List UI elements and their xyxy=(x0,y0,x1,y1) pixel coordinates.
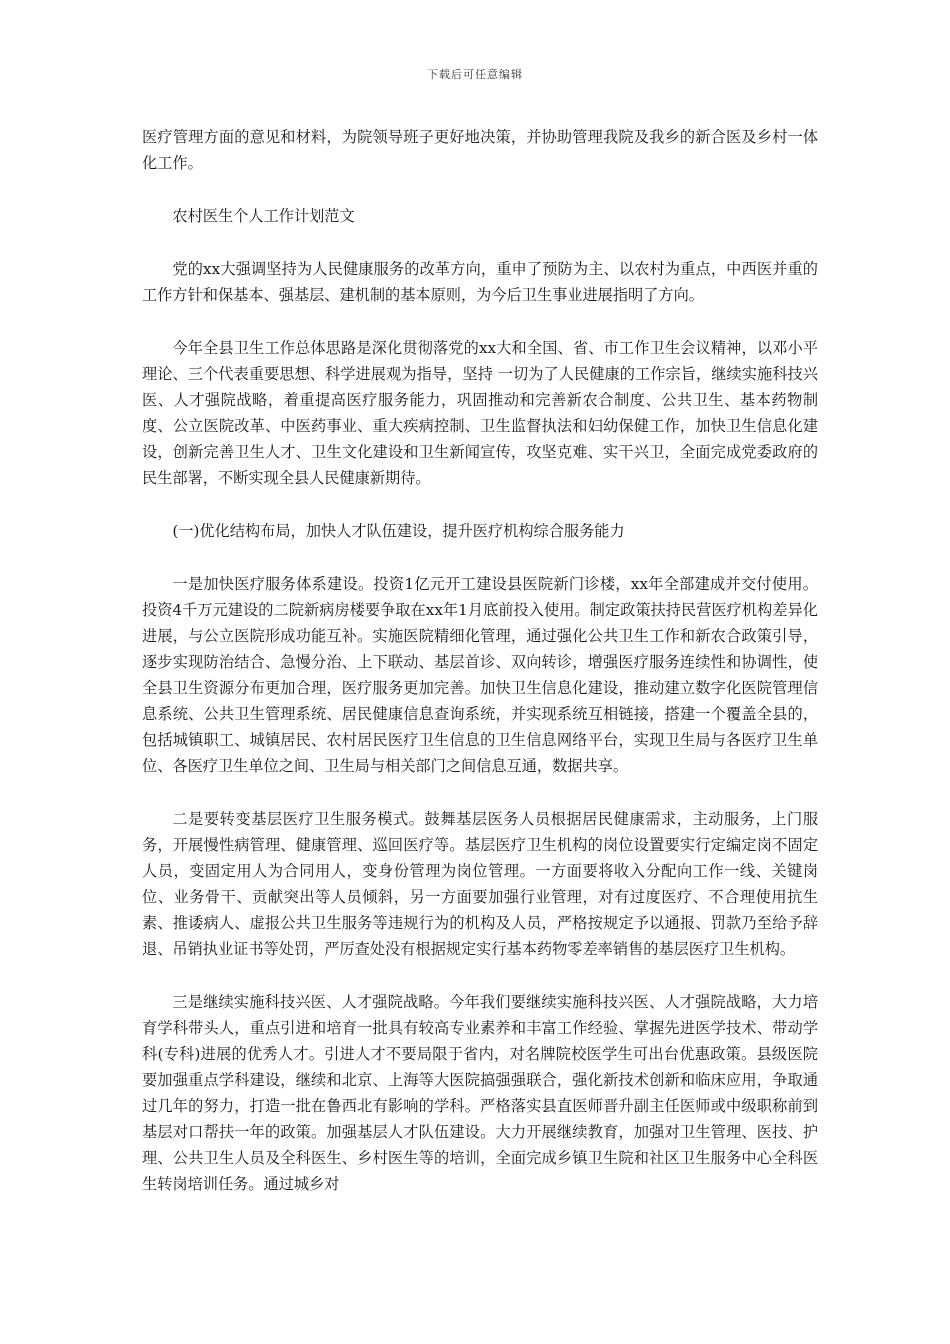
paragraph-continuation: 医疗管理方面的意见和材料，为院领导班子更好地决策，并协助管理我院及我乡的新合医及乡村一体化工作。 xyxy=(142,128,818,172)
subsection-heading: (一)优化结构布局，加快人才队伍建设，提升医疗机构综合服务能力 xyxy=(172,522,625,540)
page-header: 下载后可任意编辑 xyxy=(427,68,523,81)
document-body xyxy=(142,124,818,1224)
paragraph: 党的xx大强调坚持为人民健康服务的改革方向，重申了预防为主、以农村为重点，中西医并重的工作方针和保基本、强基层、建机制的基本原则，为今后卫生事业进展指明了方向。 xyxy=(142,260,818,304)
paragraph: 一是加快医疗服务体系建设。投资1亿元开工建设县医院新门诊楼，xx年全部建成并交付使用。投资4千万元建设的二院新病房楼要争取在xx年1月底前投入使用。制定政策扶持民营医疗机构差异化进展，与公立医院形成功能互补。实施医院精细化管理，通过强化公共卫生工作和新农合政策引导，逐步实现防治结合、急慢分治、上下联动、基层首诊、双向转诊，增强医疗服务连续性和协调性，使全县卫生资源分布更加合理，医疗服务更加完善。加快卫生信息化建设，推动建立数字化医院管理信息系统、公共卫生管理系统、居民健康信息查询系统，并实现系统互相链接，搭建一个覆盖全县的，包括城镇职工、城镇居民、农村居民医疗卫生信息的卫生信息网络平台，实现卫生局与各医疗卫生单位、各医疗卫生单位之间、卫生局与相关部门之间信息互通，数据共享。 xyxy=(142,575,818,775)
paragraph: 三是继续实施科技兴医、人才强院战略。今年我们要继续实施科技兴医、人才强院战略，大力培育学科带头人，重点引进和培育一批具有较高专业素养和丰富工作经验、掌握先进医学技术、带动学科(专科)进展的优秀人才。引进人才不要局限于省内，对名牌院校医学生可出台优惠政策。县级医院要加强重点学科建设，继续和北京、上海等大医院搞强强联合，强化新技术创新和临床应用，争取通过几年的努力，打造一批在鲁西北有影响的学科。严格落实县直医师晋升副主任医师或中级职称前到基层对口帮扶一年的政策。加强基层人才队伍建设。大力开展继续教育，加强对卫生管理、医技、护理、公共卫生人员及全科医生、乡村医生等的培训，全面完成乡镇卫生院和社区卫生服务中心全科医生转岗培训任务。通过城乡对 xyxy=(142,993,818,1193)
section-title: 农村医生个人工作计划范文 xyxy=(172,207,355,225)
paragraph: 二是要转变基层医疗卫生服务模式。鼓舞基层医务人员根据居民健康需求，主动服务，上门服务，开展慢性病管理、健康管理、巡回医疗等。基层医疗卫生机构的岗位设置要实行定编定岗不固定人员，变固定用人为合同用人，变身份管理为岗位管理。一方面要将收入分配向工作一线、关键岗位、业务骨干、贡献突出等人员倾斜，另一方面要加强行业管理，对有过度医疗、不合理使用抗生素、推诿病人、虚报公共卫生服务等违规行为的机构及人员，严格按规定予以通报、罚款乃至给予辞退、吊销执业证书等处罚，严厉查处没有根据规定实行基本药物零差率销售的基层医疗卫生机构。 xyxy=(142,810,818,958)
paragraph: 今年全县卫生工作总体思路是深化贯彻落党的xx大和全国、省、市工作卫生会议精神，以邓小平理论、三个代表重要思想、科学进展观为指导，坚持 一切为了人民健康的工作宗旨，继续实施科技兴医、人才强院战略，着重提高医疗服务能力，巩固推动和完善新农合制度、公共卫生、基本药物制度、公立医院改革、中医药事业、重大疾病控制、卫生监督执法和妇幼保健工作，加快卫生信息化建设，创新完善卫生人才、卫生文化建设和卫生新闻宣传，攻坚克难、实干兴卫，全面完成党委政府的民生部署，不断实现全县人民健康新期待。 xyxy=(142,339,818,487)
